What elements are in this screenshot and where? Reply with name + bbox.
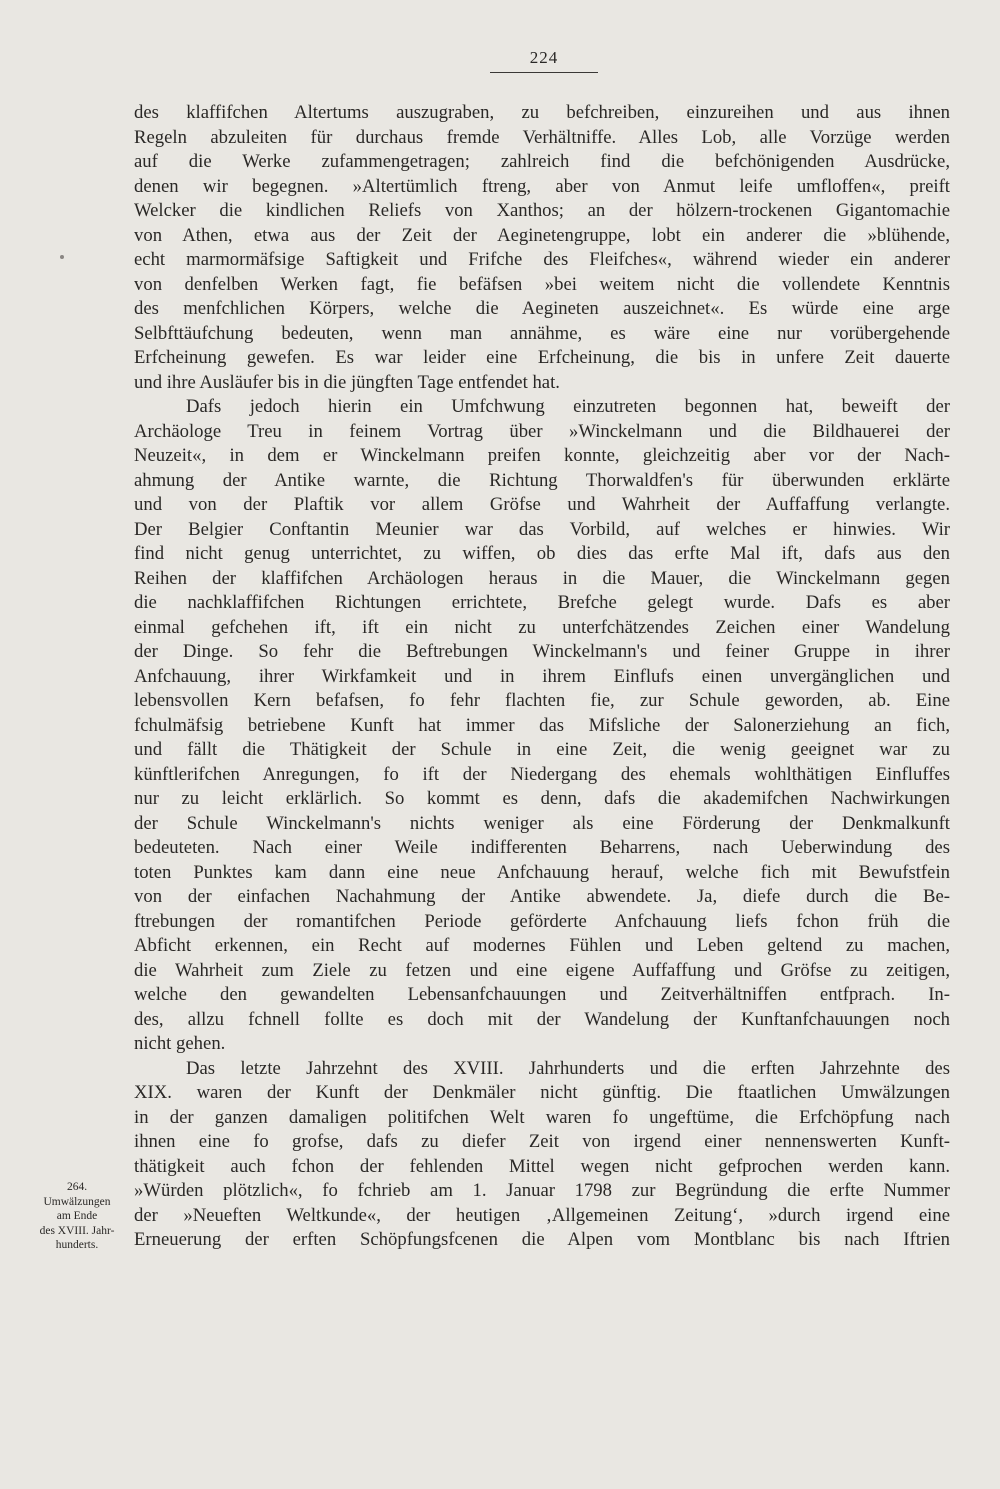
text-line: Erneuerung der erften Schöpfungsfcenen die Alpen vom Montblanc bis nach Iftrien <box>134 1229 950 1250</box>
text-line: ftrebungen der romantifchen Periode geförderte Anfchauung liefs fchon früh die <box>134 910 950 932</box>
margin-note-line: des XVIII. Jahr- <box>39 1224 115 1237</box>
text-line: toten Punktes kam dann eine neue Anfchauung herauf, welche fich mit Bewufstfein <box>134 861 950 883</box>
margin-note <box>18 1180 136 1253</box>
margin-note-line: am Ende <box>56 1210 98 1222</box>
text-line: Erfcheinung gewefen. Es war leider eine Erfcheinung, die bis in unfere Zeit dauerte <box>134 347 950 368</box>
text-line: der Schule Winckelmann's nichts weniger als eine Förderung der Denkmalkunft <box>134 812 950 834</box>
text-line: des, allzu fchnell follte es doch mit der Wandelung der Kunftanfchauungen noch <box>134 1008 950 1030</box>
text-line: Selbfttäufchung bedeuten, wenn man annähme, es wäre eine nur vorübergehende <box>134 322 950 344</box>
page-number-rule <box>490 72 598 73</box>
text-line: der »Neueften Weltkunde«, der heutigen ‚Allgemeinen Zeitung‘, »durch irgend eine <box>134 1204 950 1226</box>
text-line: des menfchlichen Körpers, welche die Aegineten auszeichnet«. Es würde eine arge <box>134 298 950 319</box>
text-line: fchulmäfsig betriebene Kunft hat immer das Mifsliche der Salonerziehung an fich, <box>134 714 950 736</box>
text-line: auf die Werke zufammengetragen; zahlreich find die befchönigenden Ausdrücke, <box>134 151 950 172</box>
text-line: Das letzte Jahrzehnt des XVIII. Jahrhunderts und die erften Jahrzehnte des <box>186 1057 950 1079</box>
text-line: »Würden plötzlich«, fo fchrieb am 1. Januar 1798 zur Begründung die erfte Nummer <box>134 1180 950 1201</box>
text-line: künftlerifchen Anregungen, fo ift der Niedergang des ehemals wohlthätigen Einfluffes <box>134 763 950 785</box>
text-line: Regeln abzuleiten für durchaus fremde Verhältniffe. Alles Lob, alle Vorzüge werden <box>134 126 950 148</box>
text-line: in der ganzen damaligen politifchen Welt waren fo ungeftüme, die Erfchöpfung nach <box>134 1106 950 1128</box>
margin-note-number: 264. <box>66 1181 88 1193</box>
margin-note-line: Umwälzungen <box>43 1195 111 1208</box>
text-line: die Wahrheit zum Ziele zu fetzen und eine eigene Auffaffung und Gröfse zu zeitigen, <box>134 959 950 981</box>
text-line: Reihen der klaffifchen Archäologen heraus in die Mauer, die Winckelmann gegen <box>134 567 950 589</box>
text-line: der Dinge. So fehr die Beftrebungen Winckelmann's und feiner Gruppe in ihrer <box>134 641 950 662</box>
text-line: des klaffifchen Altertums auszugraben, zu befchreiben, einzureihen und aus ihnen <box>134 102 950 123</box>
text-line: und von der Plaftik vor allem Gröfse und Wahrheit der Auffaffung verlangte. <box>134 494 950 515</box>
text-line: Welcker die kindlichen Reliefs von Xanthos; an der hölzern-trockenen Gigantomachie <box>134 200 950 221</box>
text-line: lebensvollen Kern befafsen, fo fehr flachten fie, zur Schule geworden, ab. Eine <box>134 690 950 711</box>
text-line: Neuzeit«, in dem er Winckelmann preifen konnte, gleichzeitig aber vor der Nach- <box>134 445 950 466</box>
text-line: die nachklaffifchen Richtungen errichtete, Brefche gelegt wurde. Dafs es aber <box>134 592 950 613</box>
text-line: von der einfachen Nachahmung der Antike abwendete. Ja, diefe durch die Be- <box>134 886 950 907</box>
margin-note-line: hunderts. <box>55 1239 99 1251</box>
text-line: Abficht erkennen, ein Recht auf modernes Fühlen und Leben geltend zu machen, <box>134 935 950 956</box>
text-line: denen wir begegnen. »Altertümlich ftreng, aber von Anmut leife umfloffen«, preift <box>134 175 950 197</box>
text-line: ahmung der Antike warnte, die Richtung Thorwaldfen's für überwunden erklärte <box>134 469 950 491</box>
text-line: bedeuteten. Nach einer Weile indifferenten Beharrens, nach Ueberwindung des <box>134 837 950 858</box>
margin-speck <box>60 255 64 259</box>
text-line: thätigkeit auch fchon der fehlenden Mittel wegen nicht gefprochen werden kann. <box>134 1155 950 1177</box>
text-line: von denfelben Werken fagt, fie befäfsen »bei weitem nicht die vollendete Kenntnis <box>134 273 950 295</box>
text-line: XIX. waren der Kunft der Denkmäler nicht günftig. Die ftaatlichen Umwälzungen <box>134 1082 950 1103</box>
text-line: Der Belgier Conftantin Meunier war das Vorbild, auf welches er hinwies. Wir <box>134 518 950 540</box>
text-line: welche den gewandelten Lebensanfchauungen und Zeitverhältniffen entfprach. In- <box>134 984 950 1005</box>
text-line: find nicht genug unterrichtet, zu wiffen, ob dies das erfte Mal ift, dafs aus den <box>134 543 950 564</box>
text-line: nur zu leicht erklärlich. So kommt es denn, dafs die akademifchen Nachwirkungen <box>134 788 950 809</box>
text-line: und fällt die Thätigkeit der Schule in eine Zeit, die wenig geeignet war zu <box>134 739 950 760</box>
text-line: nicht gehen. <box>134 1033 226 1054</box>
text-line: und ihre Ausläufer bis in die jüngften Tage entfendet hat. <box>134 371 560 393</box>
text-line: Archäologe Treu in feinem Vortrag über »Winckelmann und die Bildhauerei der <box>134 420 950 442</box>
page-number: 224 <box>529 48 559 67</box>
text-line: Anfchauung, ihrer Wirkfamkeit und in ihrem Einflufs einen unvergänglichen und <box>134 665 950 687</box>
text-line: ihnen eine fo grofse, dafs zu diefer Zeit von irgend einer nennenswerten Kunft- <box>134 1131 950 1152</box>
text-line: Dafs jedoch hierin ein Umfchwung einzutreten begonnen hat, beweift der <box>186 396 950 417</box>
text-line: echt marmormäfsige Saftigkeit und Frifche des Fleifches«, während wieder ein anderer <box>134 249 950 270</box>
text-line: einmal gefchehen ift, ift ein nicht zu unterfchätzendes Zeichen einer Wandelung <box>134 616 950 638</box>
text-line: von Athen, etwa aus der Zeit der Aeginetengruppe, lobt ein anderer die »blühende, <box>134 224 950 246</box>
body-text <box>134 101 950 1253</box>
